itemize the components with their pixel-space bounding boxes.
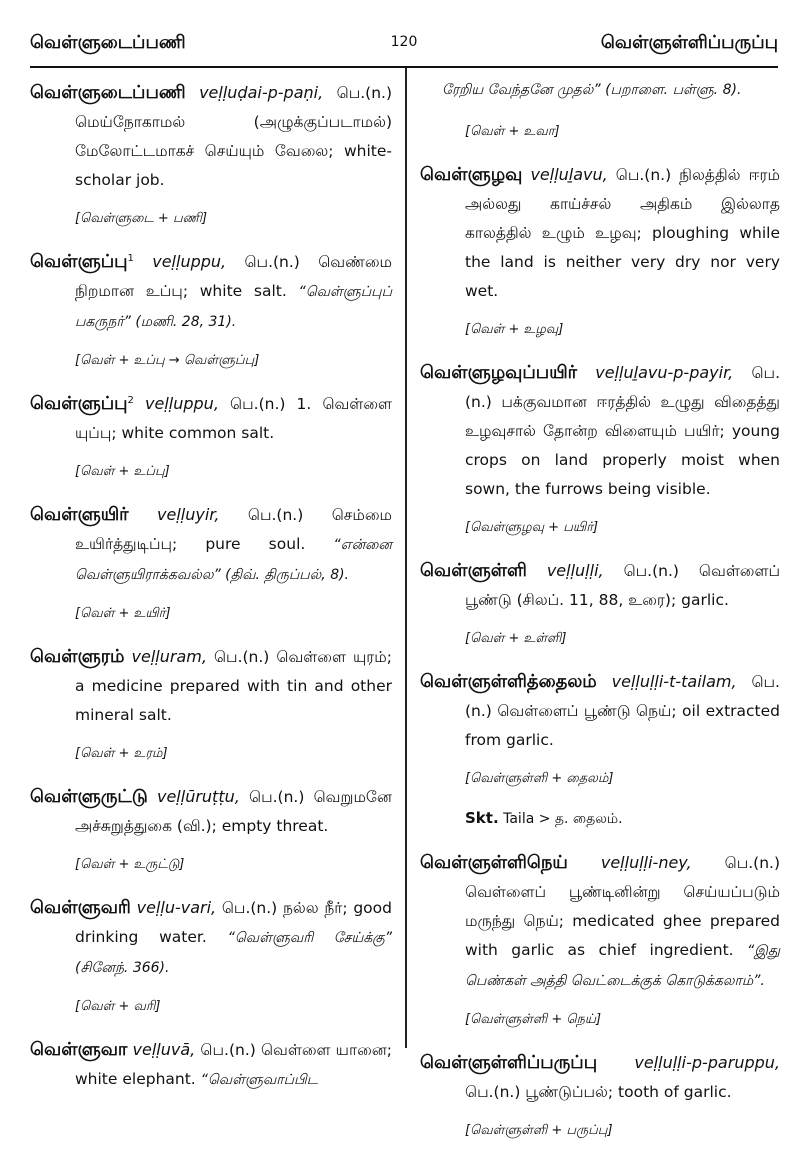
left-column (30, 78, 392, 1109)
dictionary-entry (420, 358, 780, 504)
etymology: [வெள் + உயிர்] (75, 606, 171, 621)
headword: வெள்ளுவரி (30, 897, 131, 918)
definition: பெ.(n.) 1. வெள்ளை யுப்பு; white common salt. (75, 395, 392, 442)
etymology: [வெள் + உழவு] (465, 322, 564, 337)
transliteration: veḷḷuḷḷi, (546, 561, 604, 580)
homonym-number: 2 (127, 394, 134, 406)
etymology: [வெள்ளுழவு + பயிர்] (465, 520, 599, 535)
definition: பெ.(n.) வெறுமனே அச்சுறுத்துகை (வி.); empty threat. (75, 788, 392, 835)
transliteration: veḷḷuḻavu, (530, 165, 608, 184)
dictionary-entry (30, 389, 392, 448)
etymology: [வெள் + உரம்] (75, 746, 168, 761)
citation: “வெள்ளுப்புப் பகருநர்” (மணி. 28, 31). (75, 284, 392, 330)
homonym-number: 1 (127, 252, 134, 264)
definition: பெ.(n.) பக்குவமான ஈரத்தில் உழுது விதைத்து உழவுசால் தோன்ற விளையும் பயிர்; young crops on land properly moist when sown, the furrows being visible. (465, 364, 780, 498)
etymology: [வெள் + உப்பு → வெள்ளுப்பு] (75, 353, 260, 368)
headword: வெள்ளுடைப்பணி (30, 82, 186, 103)
headword: வெள்ளுப்பு (30, 251, 128, 272)
dictionary-entry (30, 247, 392, 337)
headword: வெள்ளுருட்டு (30, 786, 148, 807)
dictionary-entry (420, 848, 780, 996)
transliteration: veḷḷūruṭṭu, (156, 787, 240, 806)
transliteration: veḷḷuram, (131, 647, 207, 666)
page-number: 120 (390, 34, 418, 50)
header-right-guide-word: வெள்ளுள்ளிப்பருப்பு (600, 32, 778, 53)
definition: பெ.(n.) வெள்ளைப் பூண்டு (சிலப். 11, 88, உரை); garlic. (465, 562, 780, 609)
dictionary-entry (30, 500, 392, 590)
citation: “என்னை வெள்ளுயிராக்கவல்ல” (திவ். திருப்பல், 8). (75, 537, 392, 583)
headword: வெள்ளுள்ளிநெய் (420, 852, 568, 873)
definition: பெ.(n.) செம்மை உயிர்த்துடிப்பு; pure soul. (75, 506, 392, 553)
etymology: [வெள்ளுள்ளி + நெய்] (465, 1012, 602, 1027)
dictionary-entry (420, 1048, 780, 1107)
transliteration: veḷḷuppu, (145, 394, 219, 413)
citation: “வெள்ளுவாப்பிட (200, 1072, 318, 1088)
right-column (420, 78, 780, 1159)
transliteration: veḷḷuppu, (152, 252, 227, 271)
headword: வெள்ளுள்ளிப்பருப்பு (420, 1052, 598, 1073)
headword: வெள்ளுப்பு (30, 393, 128, 414)
page-header (30, 26, 778, 68)
headword: வெள்ளுள்ளித்தைலம் (420, 671, 597, 692)
headword: வெள்ளுயிர் (30, 504, 129, 525)
transliteration: veḷḷu-vari, (136, 898, 217, 917)
etymology: [வெள் + உப்பு] (75, 464, 170, 479)
etymology: [வெள்ளுள்ளி + பருப்பு] (465, 1123, 613, 1138)
etymology: [வெள்ளுள்ளி + தைலம்] (465, 771, 614, 786)
headword: வெள்ளுள்ளி (420, 560, 527, 581)
etymology: [வெள்ளுடை + பணி] (75, 211, 208, 226)
sanskrit-note (465, 807, 780, 830)
header-left-guide-word: வெள்ளுடைப்பணி (30, 32, 186, 53)
column-divider (405, 68, 407, 1048)
dictionary-entry (420, 556, 780, 615)
citation: “இது பெண்கள் அத்தி வெட்டைக்குக் கொடுக்கலாம்”. (465, 943, 780, 989)
definition: பெ.(n.) வெள்ளை யுரம்; a medicine prepared with tin and other mineral salt. (75, 648, 392, 724)
transliteration: veḷḷuyir, (157, 505, 220, 524)
dictionary-entry (420, 667, 780, 755)
sanskrit-text: Taila > த. தைலம். (503, 811, 623, 827)
transliteration: veḷḷuḷḷi-ney, (600, 853, 692, 872)
definition: பெ.(n.) நல்ல நீர்; good drinking water. (75, 899, 392, 946)
headword: வெள்ளுரம் (30, 646, 125, 667)
transliteration: veḷḷuḷḷi-t-tailam, (611, 672, 737, 691)
definition: பெ.(n.) வெண்மை நிறமான உப்பு; white salt. (75, 253, 392, 300)
dictionary-entry (30, 1035, 392, 1095)
etymology: [வெள் + உவா] (465, 124, 560, 139)
dictionary-entry (30, 782, 392, 841)
citation: “வெள்ளுவரி சேய்க்கு” (சினேந். 366). (75, 930, 392, 976)
definition: பெ.(n.) வெள்ளைப் பூண்டினின்று செய்யப்படும் மருந்து நெய்; medicated ghee prepared with garlic as chief ingredient. (465, 854, 780, 959)
etymology: [வெள் + வரி] (75, 999, 161, 1014)
definition: பெ.(n.) வெள்ளைப் பூண்டு நெய்; oil extracted from garlic. (465, 673, 780, 749)
dictionary-entry (420, 160, 780, 306)
definition: பெ.(n.) வெள்ளை யானை; white elephant. (75, 1041, 392, 1088)
definition: பெ.(n.) மெய்நோகாமல் (அழுக்குப்படாமல்) மேலோட்டமாகச் செய்யும் வேலை; white-scholar job. (75, 84, 392, 189)
etymology: [வெள் + உள்ளி] (465, 631, 567, 646)
headword: வெள்ளுழவு (420, 164, 523, 185)
sanskrit-label: Skt. (465, 809, 499, 827)
transliteration: veḷḷuvā, (132, 1040, 196, 1059)
headword: வெள்ளுழவுப்பயிர் (420, 362, 578, 383)
transliteration: veḷḷuḻavu-p-payir, (595, 363, 734, 382)
transliteration: veḷḷuḍai-p-paṇi, (199, 83, 324, 102)
definition: பெ.(n.) பூண்டுப்பல்; tooth of garlic. (465, 1083, 732, 1101)
continued-citation (420, 78, 780, 102)
dictionary-entry (30, 893, 392, 983)
citation: ரேறிய வேந்தனே முதல்” (பறாளை. பள்ளு. 8). (442, 82, 742, 98)
dictionary-entry (30, 78, 392, 195)
headword: வெள்ளுவா (30, 1039, 128, 1060)
definition: பெ.(n.) நிலத்தில் ஈரம் அல்லது காய்ச்சல் அதிகம் இல்லாத காலத்தில் உழும் உழவு; ploughing while the land is neither very dry nor very wet. (465, 166, 780, 300)
etymology: [வெள் + உருட்டு] (75, 857, 185, 872)
dictionary-entry (30, 642, 392, 730)
transliteration: veḷḷuḷḷi-p-paruppu, (634, 1053, 780, 1072)
